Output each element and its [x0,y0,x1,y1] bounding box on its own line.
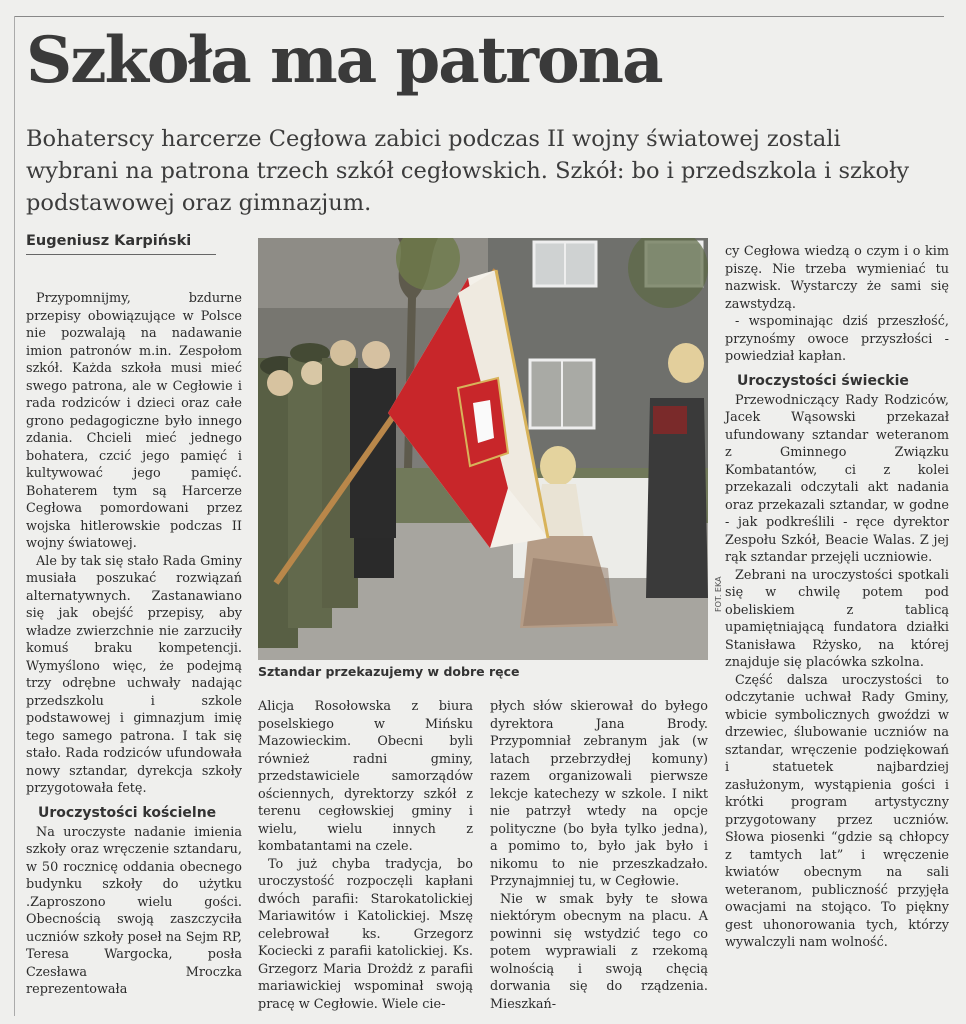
section-heading-secular: Uroczystości świeckie [737,372,909,389]
paragraph: Przewodniczący Rady Rodziców, Jacek Wąsowski przekazał ufundowany sztandar weteranom z Gminnego Związku Kombatantów, ci z kolei przekazali odczytali akt nadania oraz przekazali sztandar, w godne - jak podkreślili - ręce dyrektor Zespołu Szkół, Beacie Walas. Z jej rąk sztandar przejęli uczniowie. [725,392,949,565]
article-column-3 [490,698,708,1013]
photo-credit: FOT. EKA [714,576,723,612]
top-rule [14,16,944,17]
paragraph: płych słów skierował do byłego dyrektora Jana Brody. Przypomniał zebranym jak (w latach przebrzydłej komuny) razem organizowali pierwsze lekcje katechezy w szkole. I nikt nie patrzył wtedy na opcje polityczne (bo była tylko jedna), a pomimo to, było jak było i nikomu to nie przeszkadzało. Przynajmniej tu, w Cegłowie. [490,699,708,889]
paragraph: To już chyba tradycja, bo uroczystość rozpoczęli kapłani dwóch parafii: Starokatolickiej Mariawitów i Katolickiej. Mszę celebrował ks. Grzegorz Kociecki z parafii katolickiej. Ks. Grzegorz Maria Drożdż z parafii mariawickiej wspominał swoją pracę w Cegłowie. Wiele cie- [258,856,473,1012]
author-byline: Eugeniusz Karpiński [26,233,216,255]
section-heading-church: Uroczystości kościelne [38,804,217,821]
paragraph: Alicja Rosołowska z biura poselskiego w Mińsku Mazowieckim. Obecni byli również radni gminy, przedstawiciele samorządów ościennych, dyrektorzy szkół z terenu cegłowskiej gminy i wielu, wielu innych z kombatantami na czele. [258,699,473,854]
photo-caption: Sztandar przekazujemy w dobre ręce [258,664,520,679]
paragraph: cy Cegłowa wiedzą o czym i o kim piszę. Nie trzeba wymieniać tu nazwisk. Wystarczy że sami się zawstydzą. [725,244,949,312]
article-column-2 [258,698,473,1013]
paragraph: Na uroczyste nadanie imienia szkoły oraz wręczenie sztandaru, w 50 rocznicę oddania obecnego budynku szkoły do użytku .Zaproszono wielu gości. Obecnością swoją zaszczyciła uczniów szkoły poseł na Sejm RP, Teresa Wargocka, posła Czesława Mroczka reprezentowała [26,824,242,997]
article-photo [258,238,708,660]
flag-ceremony-illustration [258,238,708,660]
paragraph: - wspominając dziś przeszłość, przynośmy owoce przyszłości - powiedział kapłan. [725,314,949,364]
paragraph: Ale by tak się stało Rada Gminy musiała poszukać rozwiązań alternatywnych. Zastanawiano się jak obejść przepisy, aby władze zwierzchnie nie zarzuciły komuś braku kompetencji. Wymyślono więc, że podejmą trzy odrębne uchwały nadając przedszkolu i szkole podstawowej i gimnazjum imię tego samego patrona. I tak się stało. Rada rodziców ufundowała nowy sztandar, dyrekcja szkoły przygotowała fetę. [26,553,242,796]
paragraph: Przypomnijmy, bzdurne przepisy obowiązujące w Polsce nie pozwalają na nadawanie imion patronów m.in. Zespołom szkół. Każda szkoła musi mieć swego patrona, ale w Cegłowie i rada rodziców i dzieci oraz całe grono pedagogiczne było innego zdania. Chcieli mieć jednego bohatera, czcić jego pamięć i kultywować jego pamięć. Bohaterem tym są Harcerze Cegłowa pomordowani przez wojska hitlerowskie podczas II wojny światowej. [26,291,242,551]
left-rule [14,16,15,1016]
paragraph: Zebrani na uroczystości spotkali się w chwilę potem pod obeliskiem z tablicą upamiętniającą fundatora działki Stanisława Rżysko, na której znajduje się placówka szkolna. [725,567,949,670]
article-column-1 [26,290,242,999]
paragraph: Nie w smak były te słowa niektórym obecnym na placu. A powinni się wstydzić tego co potem wyprawiali z rzekomą wolnością i swoją chęcią dorwania się do rządzenia. Mieszkań- [490,891,708,1012]
paragraph: Część dalsza uroczystości to odczytanie uchwał Rady Gminy, wbicie symbolicznych gwoździ w drzewiec, ślubowanie uczniów na sztandar, wręczenie podziękowań i statuetek najbardziej zasłużonym, wystąpienia gości i krótki program artystyczny przygotowany przez uczniów. Słowa piosenki “gdzie są chłopcy z tamtych lat” i wręczenie kwiatów obecnym na sali weteranom, publiczność przyjęła owacjami na stojąco. To piękny gest uhonorowania tych, którzy wywalczyli nam wolność. [725,672,949,950]
lead-paragraph: Bohaterscy harcerze Cegłowa zabici podczas II wojny światowej zostali wybrani na patrona trzech szkół cegłowskich. Szkół: bo i przedszkola i szkoły podstawowej oraz gimnazjum. [26,126,910,216]
headline: Szkoła ma patrona [26,23,662,98]
article-column-4 [725,243,949,952]
